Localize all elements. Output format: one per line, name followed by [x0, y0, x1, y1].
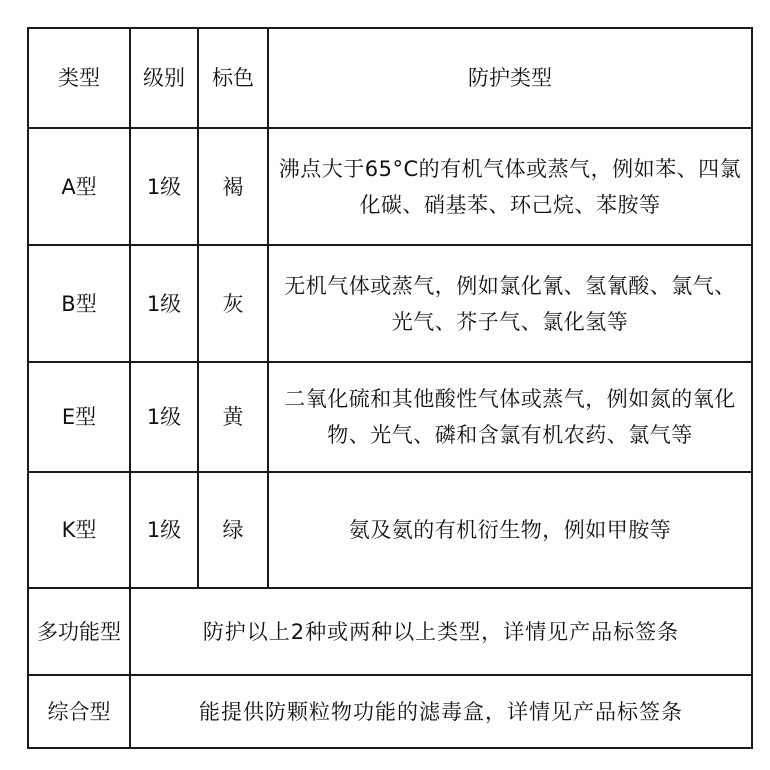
cell-type: B型	[28, 245, 130, 362]
header-color: 标色	[198, 28, 268, 128]
protection-type-table	[27, 27, 753, 749]
cell-type: A型	[28, 128, 130, 245]
header-protection: 防护类型	[268, 28, 752, 128]
table-header-row	[28, 28, 752, 128]
cell-level: 1级	[130, 362, 198, 472]
header-type: 类型	[28, 28, 130, 128]
cell-type: 综合型	[28, 675, 130, 748]
cell-color: 黄	[198, 362, 268, 472]
cell-color: 灰	[198, 245, 268, 362]
cell-color: 褐	[198, 128, 268, 245]
table-row-merged	[28, 675, 752, 748]
cell-level: 1级	[130, 472, 198, 588]
cell-description: 防护以上2种或两种以上类型，详情见产品标签条	[130, 588, 752, 675]
cell-color: 绿	[198, 472, 268, 588]
cell-level: 1级	[130, 128, 198, 245]
cell-protection: 氨及氨的有机衍生物，例如甲胺等	[268, 472, 752, 588]
cell-protection: 沸点大于65°C的有机气体或蒸气，例如苯、四氯化碳、硝基苯、环己烷、苯胺等	[268, 128, 752, 245]
table-row	[28, 362, 752, 472]
table-row	[28, 472, 752, 588]
cell-description: 能提供防颗粒物功能的滤毒盒，详情见产品标签条	[130, 675, 752, 748]
table-row	[28, 128, 752, 245]
cell-type: E型	[28, 362, 130, 472]
cell-protection: 无机气体或蒸气，例如氯化氰、氢氰酸、氯气、光气、芥子气、氯化氢等	[268, 245, 752, 362]
cell-type: 多功能型	[28, 588, 130, 675]
table-row-merged	[28, 588, 752, 675]
table-row	[28, 245, 752, 362]
cell-level: 1级	[130, 245, 198, 362]
cell-protection: 二氧化硫和其他酸性气体或蒸气，例如氮的氧化物、光气、磷和含氯有机农药、氯气等	[268, 362, 752, 472]
header-level: 级别	[130, 28, 198, 128]
cell-type: K型	[28, 472, 130, 588]
